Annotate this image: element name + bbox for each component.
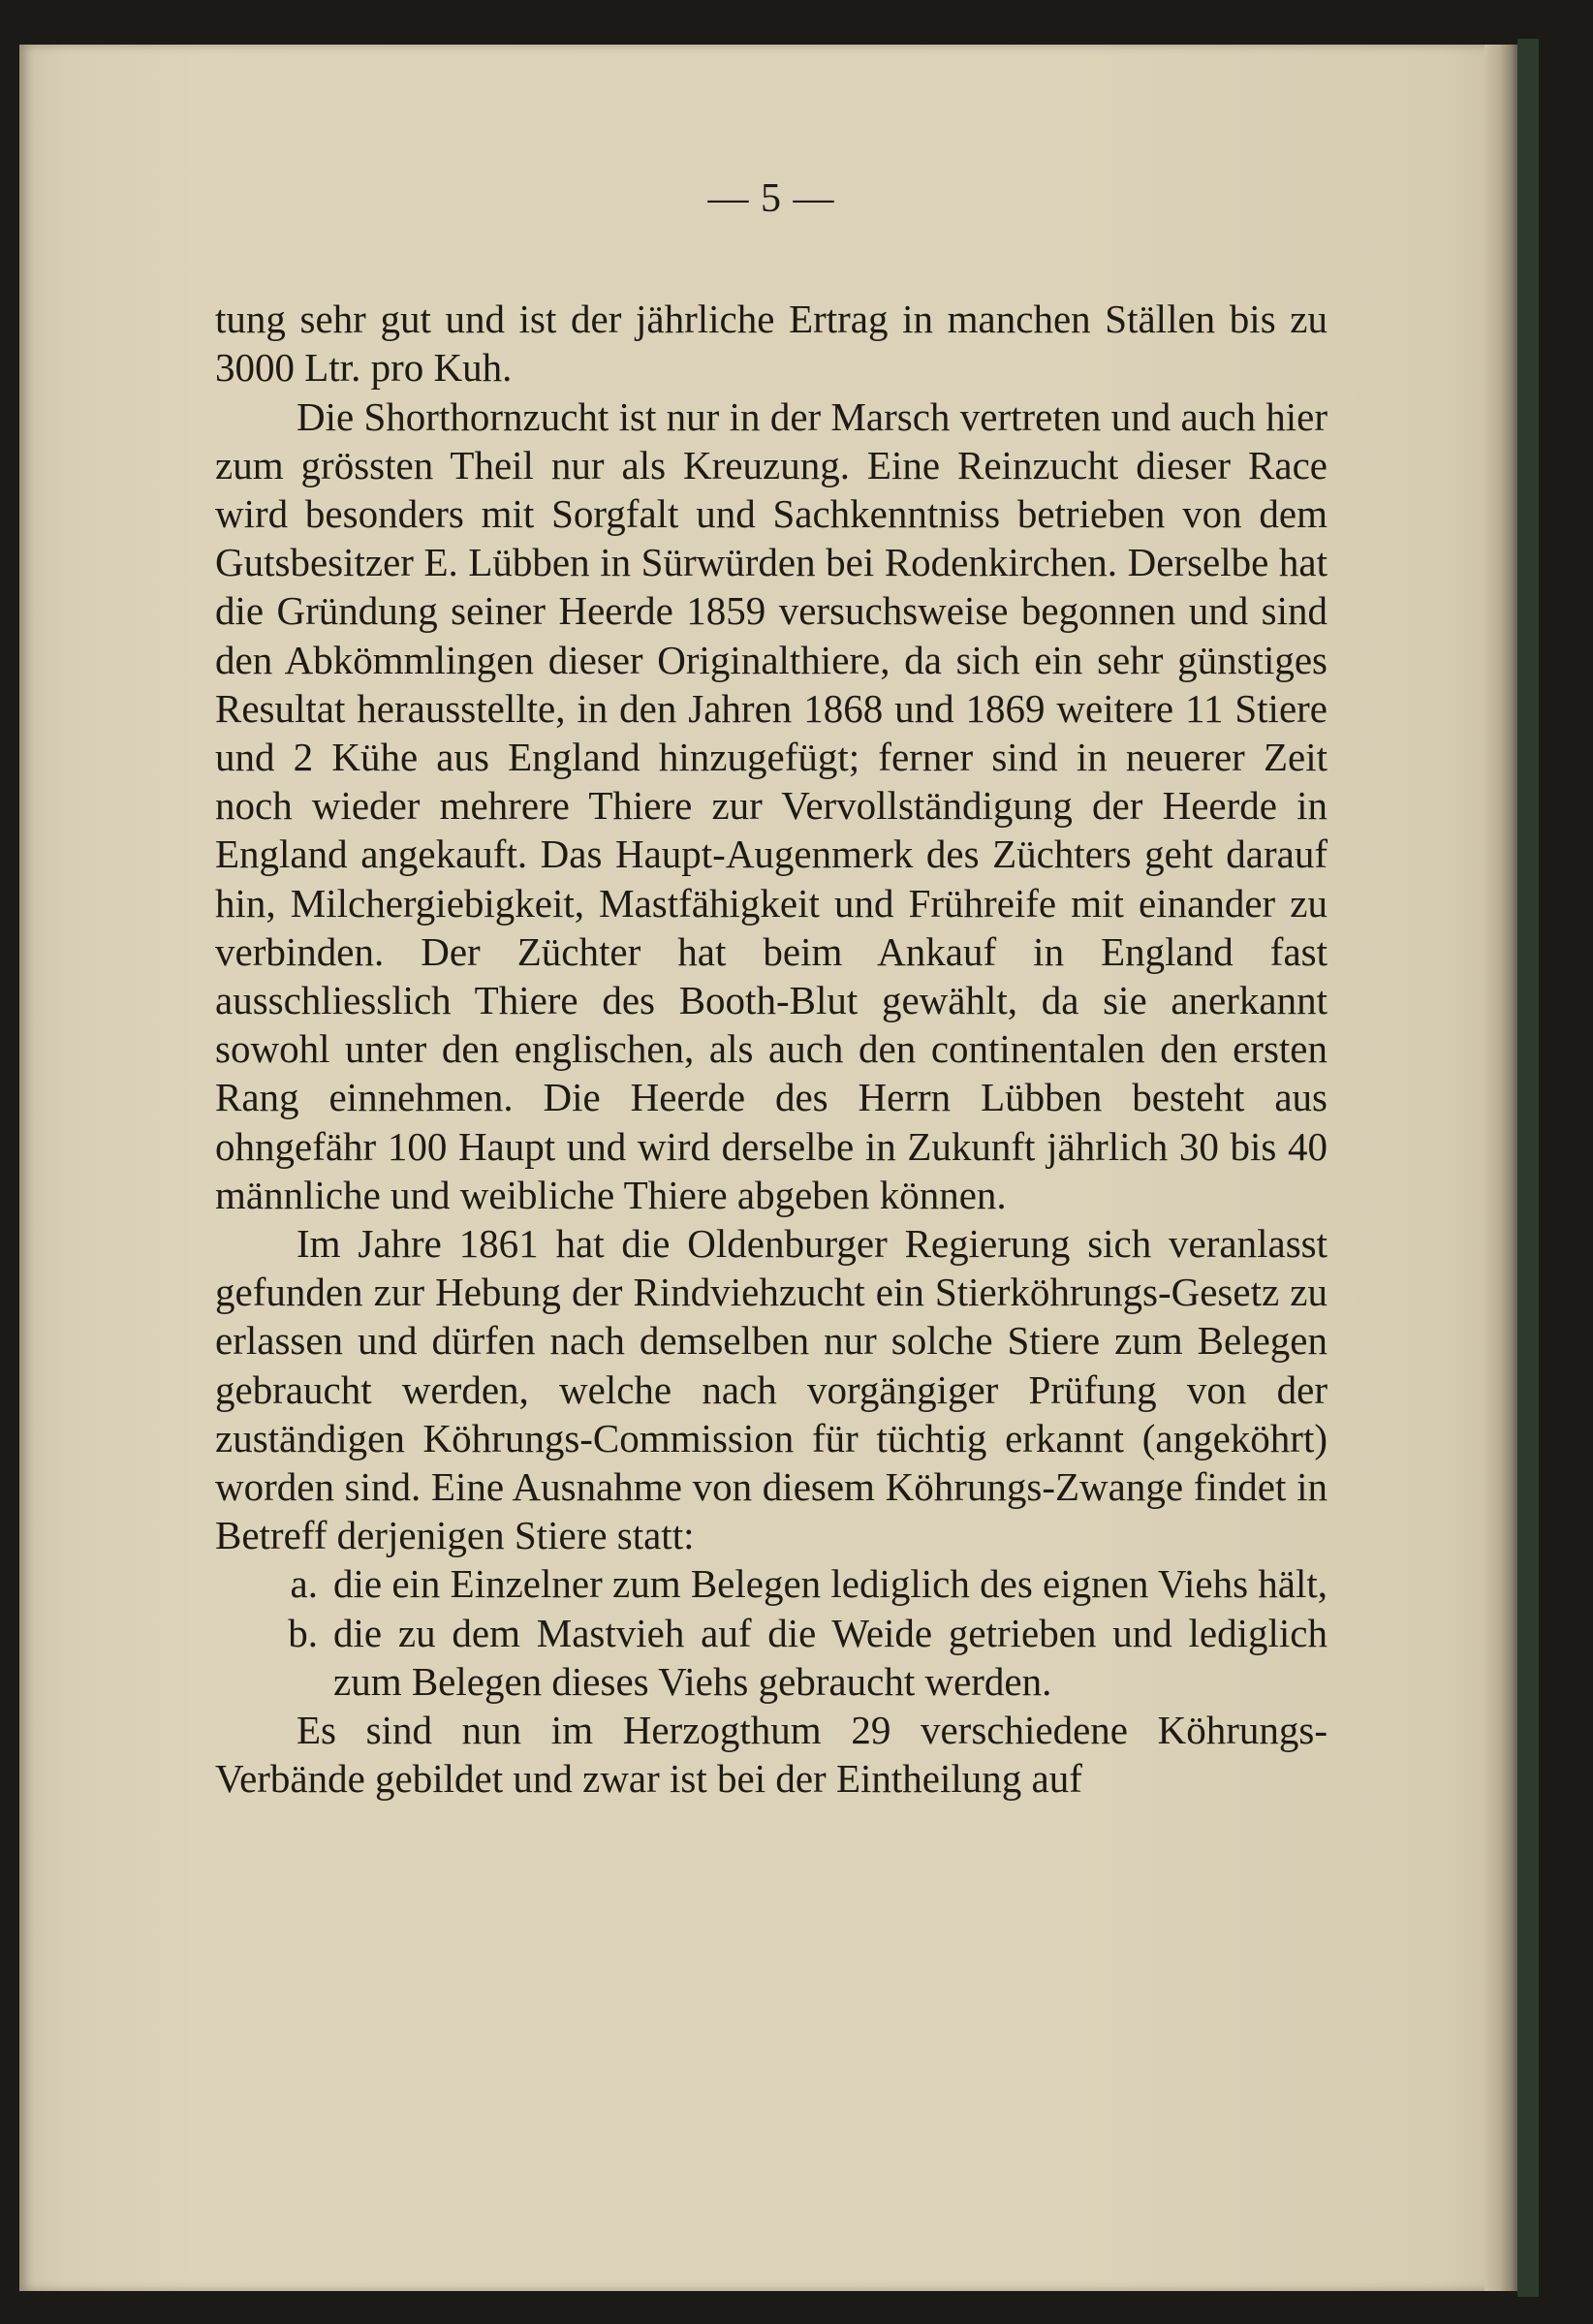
page-number: — 5 —	[707, 176, 835, 221]
paragraph-regulation: Im Jahre 1861 hat die Oldenburger Regierung sich veranlasst gefunden zur Hebung der Rindviehzucht ein Stierköhrungs-Gesetz zu erlassen und dürfen nach demselben nur solche Stiere zum Belegen gebraucht werden, welche nach vorgängiger Prüfung von der zuständigen Köhrungs-Commission für tüchtig erkannt (angeköhrt) worden sind. Eine Ausnahme von diesem Köhrungs-Zwange findet in Betreff derjenigen Stiere statt:	[215, 1221, 1328, 1558]
list-item-a	[215, 1559, 1328, 1608]
page-text-block	[215, 174, 1328, 1804]
book-binding-edge	[1517, 39, 1539, 2297]
list-item-b	[215, 1609, 1328, 1706]
paragraph-continuation: tung sehr gut und ist der jährliche Ertrag in manchen Ställen bis zu 3000 Ltr. pro Kuh.	[215, 297, 1328, 391]
list-marker: b.	[288, 1610, 318, 1655]
list-text: die zu dem Mastvieh auf die Weide getrieben und lediglich zum Belegen dieses Viehs gebraucht werden.	[333, 1610, 1328, 1704]
paragraph-shorthorn: Die Shorthornzucht ist nur in der Marsch vertreten und auch hier zum grössten Theil nur als Kreuzung. Eine Reinzucht dieser Race wird besonders mit Sorgfalt und Sachkenntniss betrieben von dem Gutsbesitzer E. Lübben in Sürwürden bei Rodenkirchen. Derselbe hat die Gründung seiner Heerde 1859 versuchsweise begonnen und sind den Abkömmlingen dieser Originalthiere, da sich ein sehr günstiges Resultat herausstellte, in den Jahren 1868 und 1869 weitere 11 Stiere und 2 Kühe aus England hinzugefügt; ferner sind in neuerer Zeit noch wieder mehrere Thiere zur Vervollständigung der Heerde in England angekauft. Das Haupt-Augenmerk des Züchters geht darauf hin, Milchergiebigkeit, Mastfähigkeit und Frühreife mit einander zu verbinden. Der Züchter hat beim Ankauf in England fast ausschliesslich Thiere des Booth-Blut gewählt, da sie anerkannt sowohl unter den englischen, als auch den continentalen den ersten Rang einnehmen. Die Heerde des Herrn Lübben besteht aus ohngefähr 100 Haupt und wird derselbe in Zukunft jährlich 30 bis 40 männliche und weibliche Thiere abgeben können.	[215, 393, 1328, 1217]
paragraph-closing: Es sind nun im Herzogthum 29 verschiedene Köhrungs-Verbände gebildet und zwar ist bei der Eintheilung auf	[215, 1708, 1328, 1802]
list-text: die ein Einzelner zum Belegen lediglich des eignen Viehs hält,	[333, 1561, 1328, 1607]
list-marker: a.	[290, 1561, 318, 1607]
